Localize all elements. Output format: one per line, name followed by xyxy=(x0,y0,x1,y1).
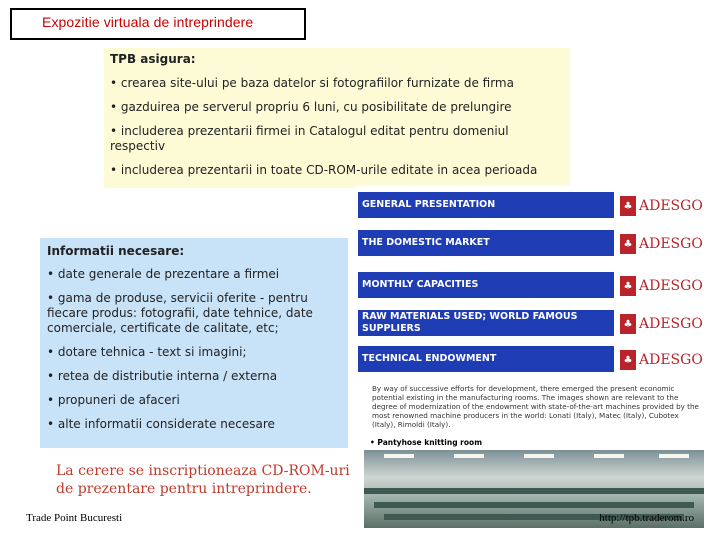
info-header: Informatii necesare: xyxy=(47,244,185,258)
logo-mark-icon: ♣ xyxy=(620,276,636,296)
adesgo-logo xyxy=(620,194,706,218)
tpb-item: • crearea site-ului pe baza datelor si fotografiilor furnizate de firma xyxy=(110,76,514,90)
logo-text: ADESGO xyxy=(639,352,703,368)
nav-bar-materials[interactable] xyxy=(358,308,706,338)
section-label: • Pantyhose knitting room xyxy=(370,438,483,447)
info-item: • retea de distributie interna / externa xyxy=(47,369,278,383)
nav-bar-market[interactable] xyxy=(358,228,706,258)
slide-title: Expozitie virtuala de intreprindere xyxy=(42,14,254,30)
info-item: • propuneri de afaceri xyxy=(47,393,180,407)
logo-text: ADESGO xyxy=(639,316,703,332)
logo-mark-icon: ♣ xyxy=(620,350,636,370)
nav-bar-general[interactable] xyxy=(358,190,706,220)
nav-bar-technical[interactable] xyxy=(358,344,706,374)
nav-bar-label: THE DOMESTIC MARKET xyxy=(358,230,614,256)
tpb-header: TPB asigura: xyxy=(110,52,196,66)
tpb-services-box xyxy=(104,48,570,188)
tpb-item: • gazduirea pe serverul propriu 6 luni, cu posibilitate de prelungire xyxy=(110,100,512,114)
logo-text: ADESGO xyxy=(639,278,703,294)
required-info-box xyxy=(40,238,348,448)
nav-bar-label: GENERAL PRESENTATION xyxy=(358,192,614,218)
logo-text: ADESGO xyxy=(639,236,703,252)
tpb-item: • includerea prezentarii firmei in Catalogul editat pentru domeniul respectiv xyxy=(110,124,509,153)
nav-bar-label: RAW MATERIALS USED; WORLD FAMOUS SUPPLIERS xyxy=(358,310,614,336)
adesgo-logo xyxy=(620,348,706,372)
logo-mark-icon: ♣ xyxy=(620,314,636,334)
footer-url[interactable]: http://tpb.traderom.ro xyxy=(599,512,694,524)
cdrom-note: La cerere se inscriptioneaza CD-ROM-uri de prezentare pentru intreprindere. xyxy=(56,463,350,497)
info-item: • alte informatii considerate necesare xyxy=(47,417,275,431)
nav-bar-label: MONTHLY CAPACITIES xyxy=(358,272,614,298)
nav-bar-label: TECHNICAL ENDOWMENT xyxy=(358,346,614,372)
info-item: • date generale de prezentare a firmei xyxy=(47,267,280,281)
title-box xyxy=(10,8,306,40)
info-item: • dotare tehnica - text si imagini; xyxy=(47,345,247,359)
nav-bar-capacities[interactable] xyxy=(358,270,706,300)
footer-organization: Trade Point Bucuresti xyxy=(26,512,123,524)
logo-mark-icon: ♣ xyxy=(620,196,636,216)
logo-text: ADESGO xyxy=(639,198,703,214)
logo-mark-icon: ♣ xyxy=(620,234,636,254)
adesgo-logo xyxy=(620,312,706,336)
adesgo-logo xyxy=(620,274,706,298)
screenshot-paragraph: By way of successive efforts for development, there emerged the present economic potential existing in the manufacturing rooms. The images shown are relevant to the degree of modernization of the endowment with state-of-the-art machines provided by the most renowned machine producers in the world: Lonati (Italy), Matec (Italy), Cubotex (Italy), Rimoldi (Italy). xyxy=(372,384,699,429)
tpb-item: • includerea prezentarii in toate CD-ROM-urile editate in acea perioada xyxy=(110,163,538,177)
info-item: • gama de produse, servicii oferite - pentru fiecare produs: fotografii, date tehnice, date comerciale, certificate de calitate, etc; xyxy=(47,291,313,335)
adesgo-logo xyxy=(620,232,706,256)
